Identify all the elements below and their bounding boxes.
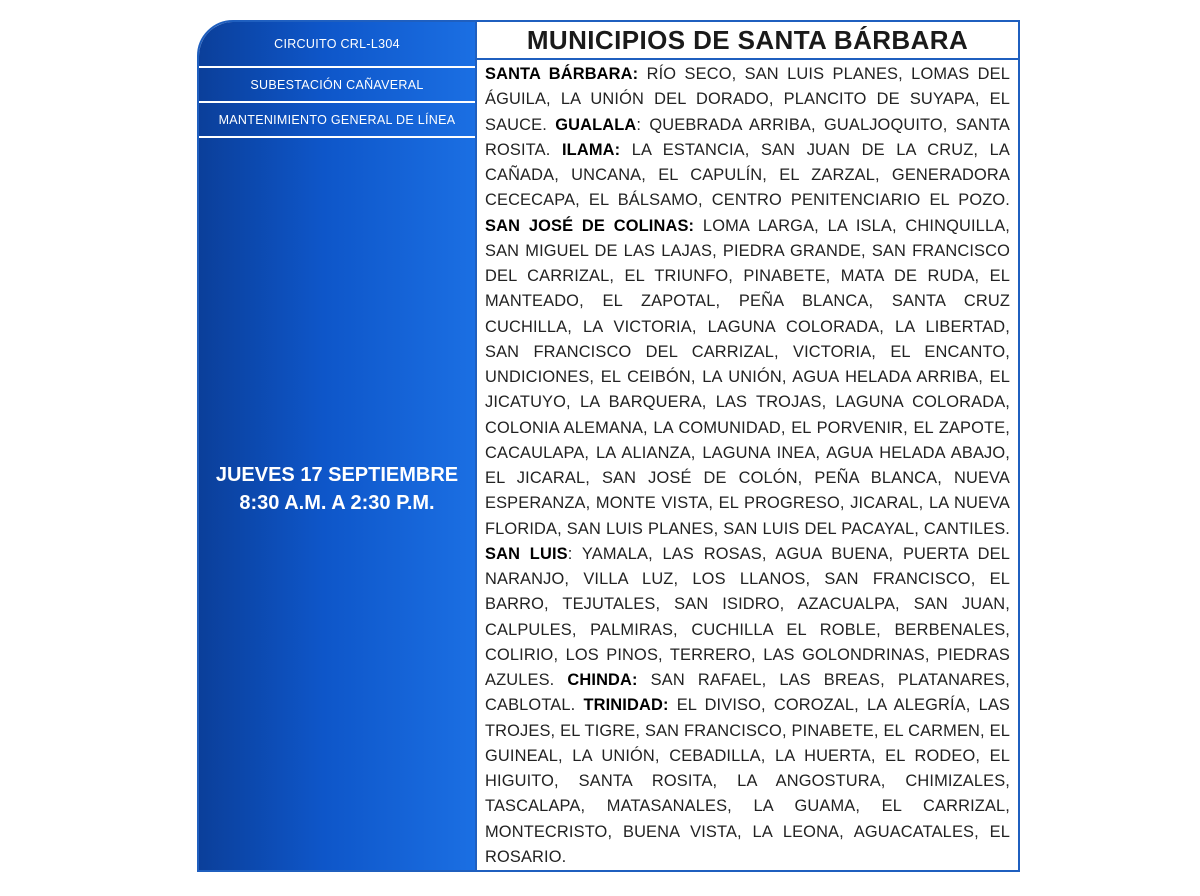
substation-label: SUBESTACIÓN CAÑAVERAL	[199, 68, 475, 103]
municipalities-text	[477, 60, 1018, 870]
municipality-name: SANTA BÁRBARA:	[485, 65, 639, 83]
municipality-name: ILAMA:	[561, 140, 621, 159]
circuit-label: CIRCUITO CRL-L304	[199, 22, 475, 68]
municipality-name: CHINDA:	[567, 671, 638, 689]
schedule-block	[199, 138, 475, 870]
municipality-places: LOMA LARGA, LA ISLA, CHINQUILLA, SAN MIGUEL DE LAS LAJAS, PIEDRA GRANDE, SAN FRANCISCO DEL CARRIZAL, EL TRIUNFO, PINABETE, MATA DE RUDA, EL MANTEADO, EL ZAPOTAL, PEÑA BLANCA, SANTA CRUZ CUCHILLA, LA VICTORIA, LAGUNA COLORADA, LA LIBERTAD, SAN FRANCISCO DEL CARRIZAL, VICTORIA, EL ENCANTO, UNDICIONES, EL CEIBÓN, LA UNIÓN, AGUA HELADA ARRIBA, EL JICATUYO, LA BARQUERA, LAS TROJAS, LAGUNA COLORADA, COLONIA ALEMANA, LA COMUNIDAD, EL PORVENIR, EL ZAPOTE, CACAULAPA, LA ALIANZA, LAGUNA INEA, AGUA HELADA ABAJO, EL JICARAL, SAN JOSÉ DE COLÓN, PEÑA BLANCA, NUEVA ESPERANZA, MONTE VISTA, EL PROGRESO, JICARAL, LA NUEVA FLORIDA, SAN LUIS PLANES, SAN LUIS DEL PACAYAL, CANTILES.	[485, 216, 1011, 538]
municipality-places: SAN RAFAEL, LAS BREAS, PLATANARES, CABLOTAL.	[485, 671, 1010, 715]
municipality-name: SAN JOSÉ DE COLINAS:	[485, 216, 695, 235]
outage-notice-card	[197, 20, 1020, 872]
municipalities-panel	[477, 22, 1018, 870]
page-title: MUNICIPIOS DE SANTA BÁRBARA	[477, 22, 1018, 60]
municipality-places: EL DIVISO, COROZAL, LA ALEGRÍA, LAS TROJES, EL TIGRE, SAN FRANCISCO, PINABETE, EL CARMEN, EL GUINEAL, LA UNIÓN, CEBADILLA, LA HUERTA, EL RODEO, EL HIGUITO, SANTA ROSITA, LA ANGOSTURA, CHIMIZALES, TASCALAPA, MATASANALES, LA GUAMA, EL CARRIZAL, MONTECRISTO, BUENA VISTA, LA LEONA, AGUACATALES, EL ROSARIO.	[485, 696, 1010, 866]
municipality-places: : QUEBRADA ARRIBA, GUALJOQUITO, SANTA ROSITA.	[485, 115, 1010, 159]
schedule-date: JUEVES 17 SEPTIEMBRE	[215, 464, 459, 486]
schedule-panel	[199, 22, 477, 870]
schedule-time: 8:30 A.M. A 2:30 P.M.	[239, 492, 435, 514]
municipality-places: : YAMALA, LAS ROSAS, AGUA BUENA, PUERTA DEL NARANJO, VILLA LUZ, LOS LLANOS, SAN FRANCISCO, EL BARRO, TEJUTALES, SAN ISIDRO, AZACUALPA, SAN JUAN, CALPULES, PALMIRAS, CUCHILLA EL ROBLE, BERBENALES, COLIRIO, LOS PINOS, TERRERO, LAS GOLONDRINAS, PIEDRAS AZULES.	[485, 544, 1011, 689]
municipality-name: TRINIDAD:	[583, 696, 669, 715]
municipality-places: LA ESTANCIA, SAN JUAN DE LA CRUZ, LA CAÑADA, UNCANA, EL CAPULÍN, EL ZARZAL, GENERADORA CECECAPA, EL BÁLSAMO, CENTRO PENITENCIARIO EL POZO.	[485, 140, 1010, 210]
municipality-name: SAN LUIS	[485, 544, 568, 563]
maintenance-label: MANTENIMIENTO GENERAL DE LÍNEA	[199, 103, 475, 138]
municipality-places: RÍO SECO, SAN LUIS PLANES, LOMAS DEL ÁGUILA, LA UNIÓN DEL DORADO, PLANCITO DE SUYAPA, EL SAUCE.	[485, 65, 1010, 134]
municipality-name: GUALALA	[555, 115, 637, 134]
